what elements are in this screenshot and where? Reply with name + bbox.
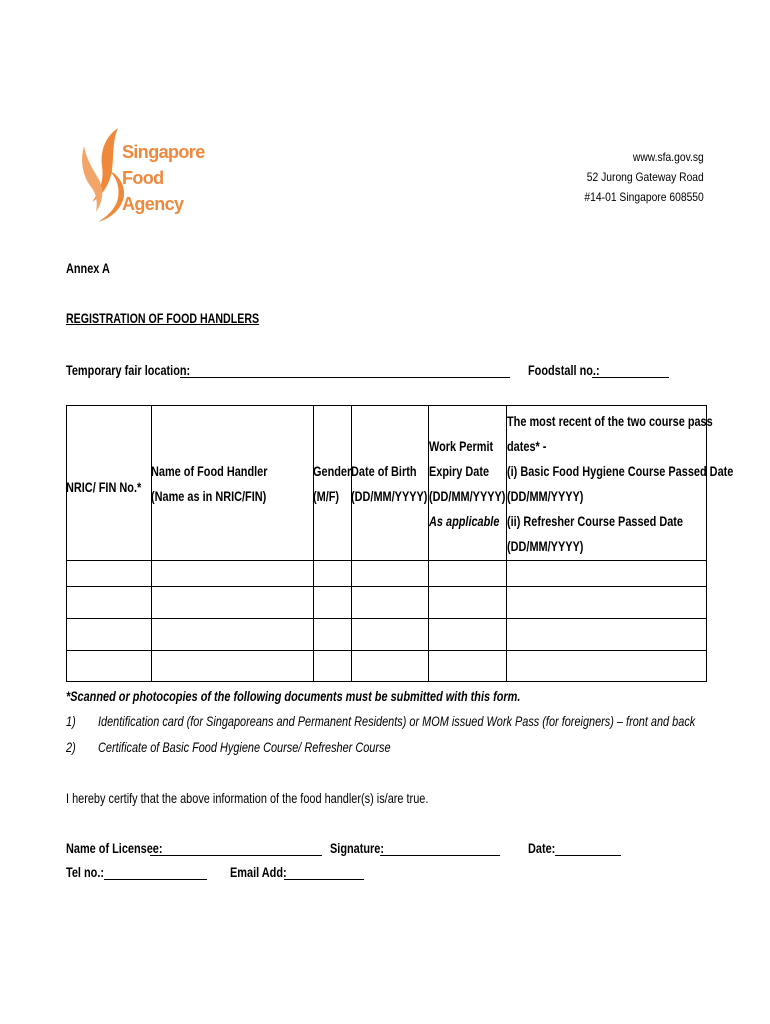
documents-note-item-1: Identification card (for Singaporeans and Permanent Residents) or MOM issued Work Pass (for foreigners) – front and back (98, 713, 696, 729)
annex-label: Annex A (66, 260, 110, 276)
address-street: 52 Jurong Gateway Road (586, 170, 704, 184)
food-handler-table (66, 405, 734, 682)
header-work-permit: Work Permit Expiry Date (DD/MM/YYYY) As applicable (429, 438, 506, 529)
licensee-name-field[interactable] (150, 855, 322, 856)
tel-label: Tel no.: (66, 864, 105, 880)
date-field[interactable] (555, 855, 621, 856)
logo-line-2: Food (122, 168, 164, 188)
email-label: Email Add: (230, 864, 287, 880)
licensee-name-label: Name of Licensee: (66, 840, 163, 856)
table-row[interactable] (67, 651, 706, 682)
logo-line-1: Singapore (122, 142, 205, 162)
documents-note-item-2: Certificate of Basic Food Hygiene Course/ Refresher Course (98, 739, 391, 755)
documents-note-number-1: 1) (66, 713, 76, 729)
header-name: Name of Food Handler (Name as in NRIC/FIN) (151, 463, 268, 504)
date-label: Date: (528, 840, 556, 856)
header-nric: NRIC/ FIN No.* (66, 479, 142, 495)
header-gender: Gender (M/F) (313, 463, 352, 504)
address-unit: #14-01 Singapore 608550 (584, 190, 704, 204)
documents-note-number-2: 2) (66, 739, 76, 755)
foodstall-label: Foodstall no.: (528, 362, 600, 378)
tel-field[interactable] (104, 879, 207, 880)
agency-address (585, 147, 704, 207)
header-course-dates: The most recent of the two course pass dates* - (i) Basic Food Hygiene Course Passed Date (DD/MM/YYYY) (ii) Refresher Course Passed Date (DD/MM/YYYY) (507, 413, 734, 554)
table-row[interactable] (67, 619, 706, 650)
fair-location-field[interactable] (180, 377, 510, 378)
signature-label: Signature: (330, 840, 385, 856)
table-row[interactable] (67, 561, 706, 586)
table-row[interactable] (67, 587, 706, 618)
sfa-leaf-icon (78, 126, 126, 224)
fair-location-label: Temporary fair location: (66, 362, 191, 378)
address-website: www.sfa.gov.sg (633, 150, 704, 164)
certification-statement: I hereby certify that the above information of the food handler(s) is/are true. (66, 790, 429, 806)
form-title: REGISTRATION OF FOOD HANDLERS (66, 310, 260, 326)
documents-note-heading: *Scanned or photocopies of the following documents must be submitted with this form. (66, 688, 521, 704)
email-field[interactable] (284, 879, 364, 880)
foodstall-field[interactable] (592, 377, 669, 378)
header-dob: Date of Birth (DD/MM/YYYY) (351, 463, 428, 504)
signature-field[interactable] (380, 855, 500, 856)
sfa-logo (78, 126, 205, 224)
logo-line-3: Agency (122, 194, 184, 214)
